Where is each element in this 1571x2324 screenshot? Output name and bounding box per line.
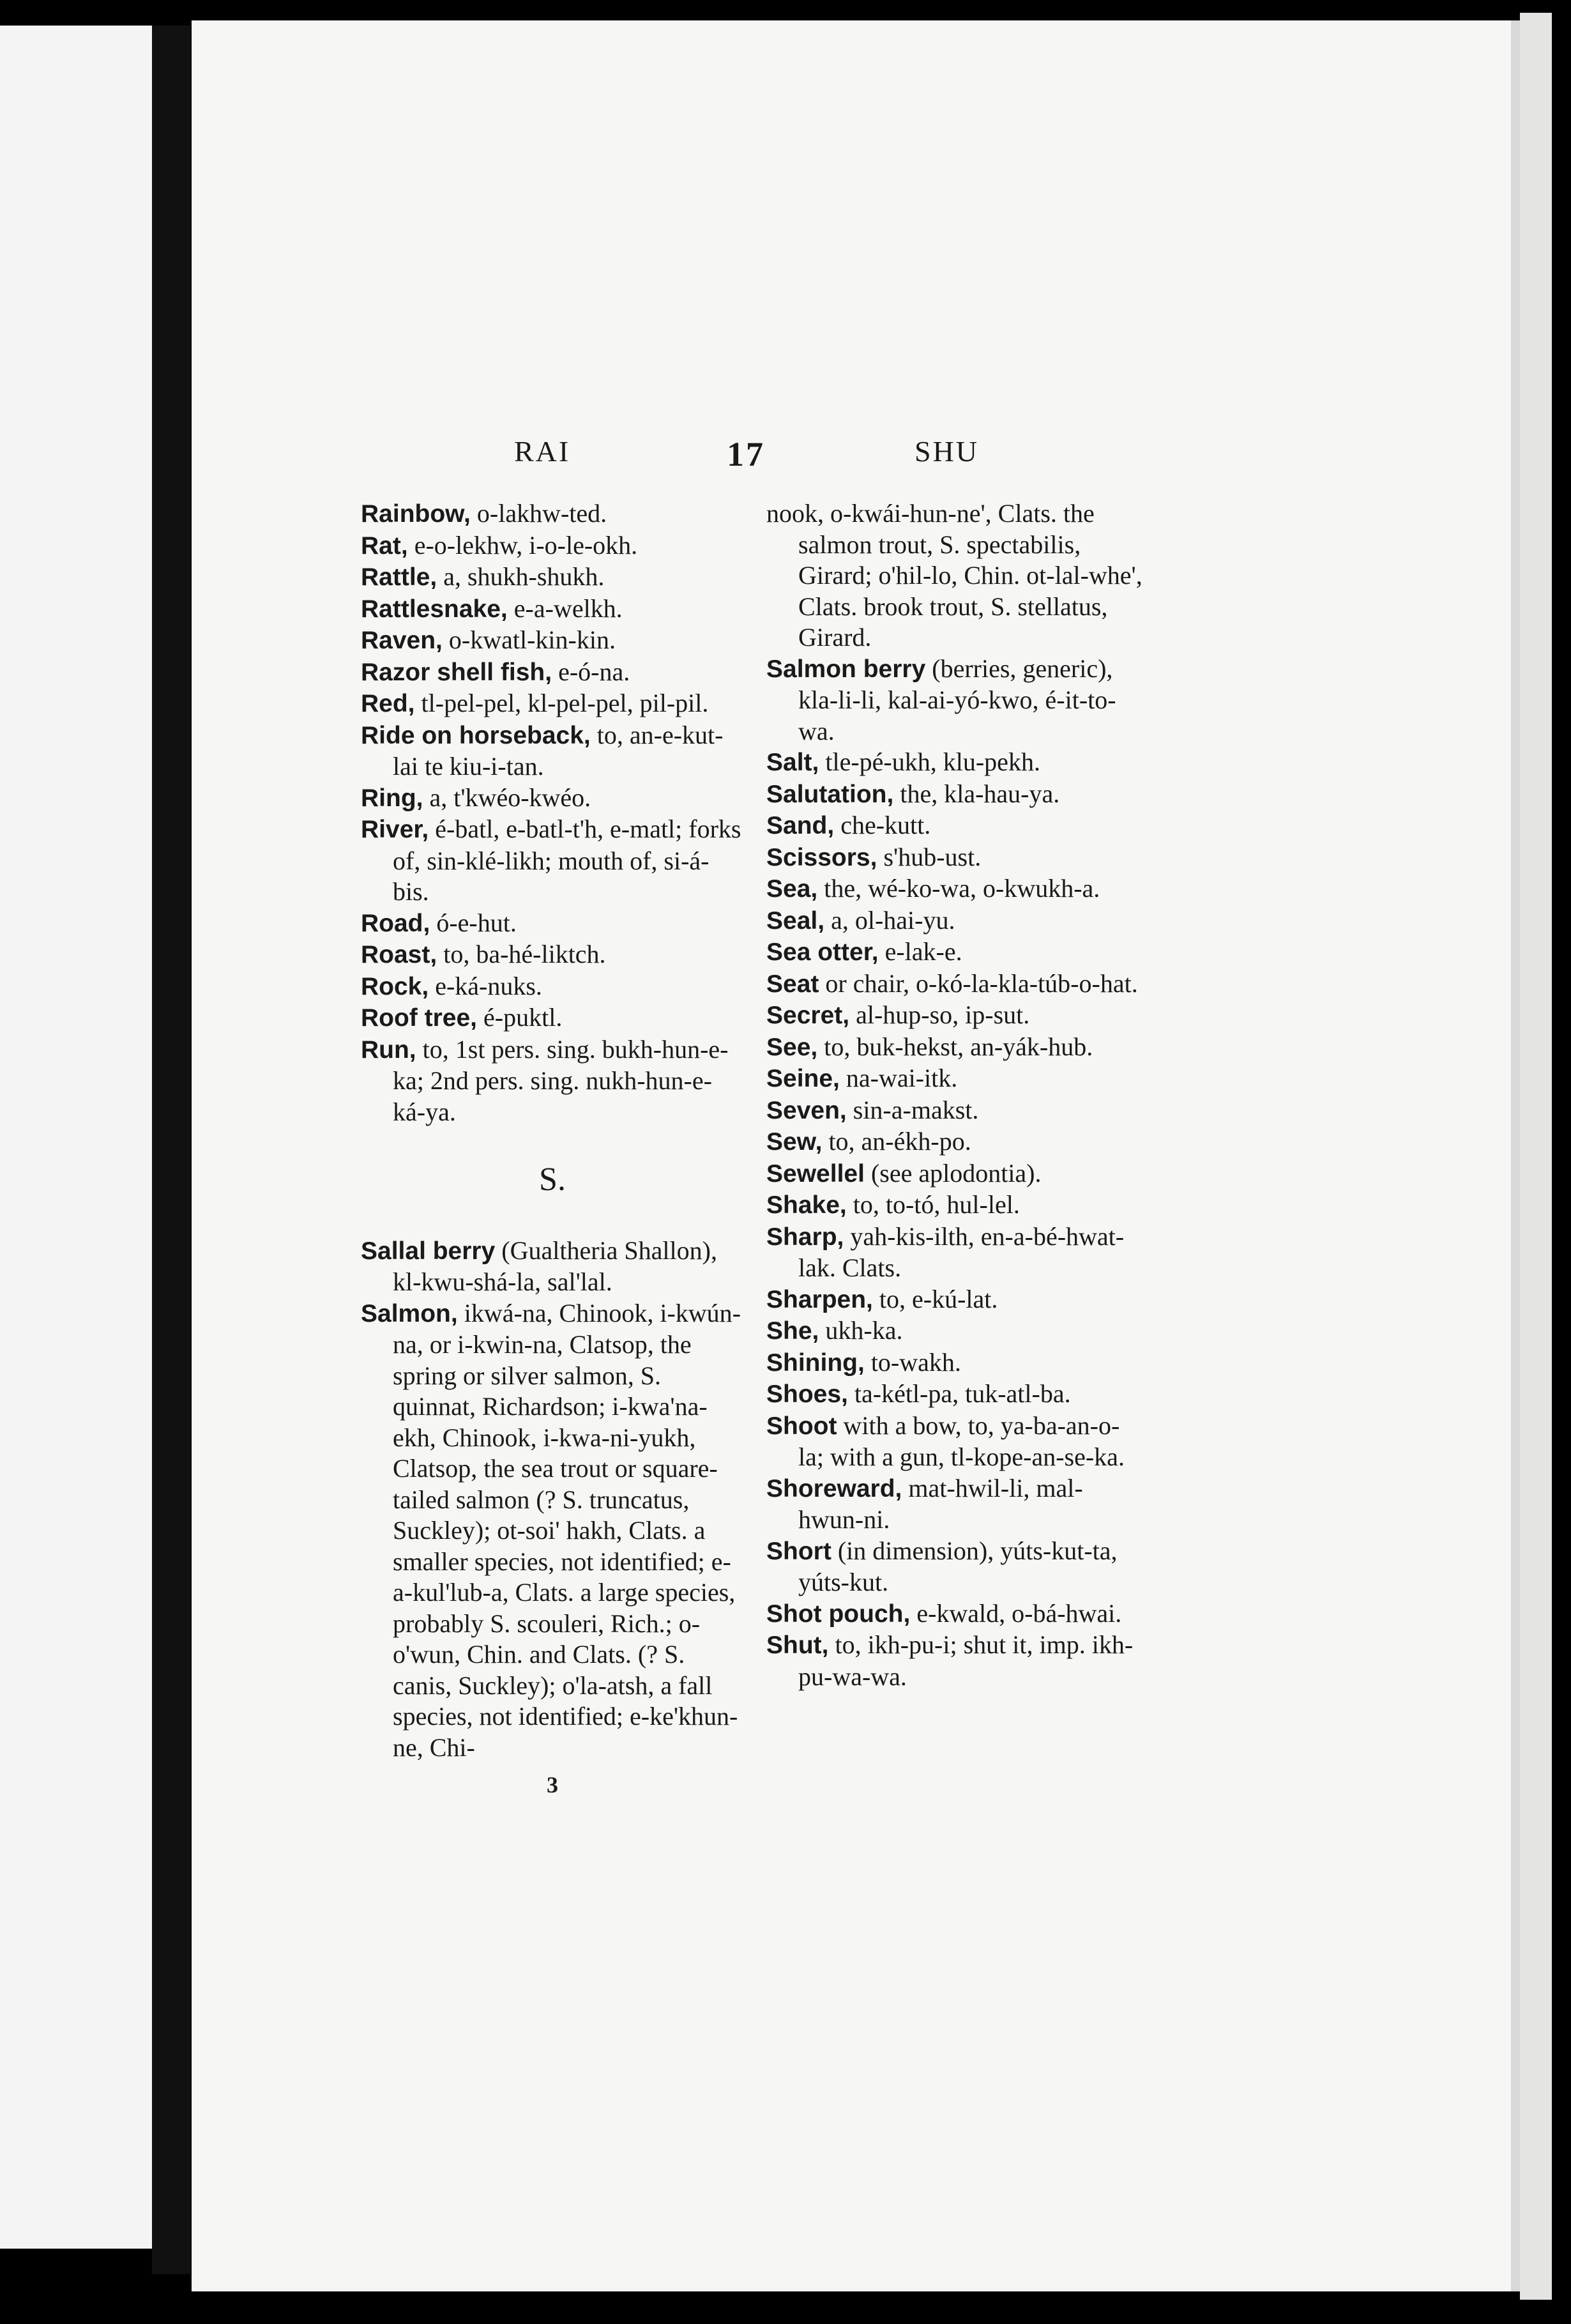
dictionary-entry xyxy=(766,654,1143,747)
dictionary-entry xyxy=(361,498,744,530)
dictionary-entry xyxy=(766,1189,1143,1221)
dictionary-entry xyxy=(361,1034,744,1128)
running-head-right: SHU xyxy=(915,435,980,468)
left-column xyxy=(361,498,744,1801)
entry-definition: e-ó-na. xyxy=(552,657,630,686)
entry-headword: Roof tree, xyxy=(361,1004,478,1032)
entry-definition: ikwá-na, Chinook, i-kwún-na, or i-kwin-na, Clatsop, the spring or silver salmon, S. quinnat, Richardson; i-kwa'na-ekh, Chinook, i-kwa-ni-yukh, Clatsop, the sea trout or square-tailed salmon (? S. truncatus, Suckley); ot-soi' hakh, Clats. a smaller species, not identified; e-a-kul'lub-a, Clats. a large species, probably S. scouleri, Rich.; o-o'wun, Chin. and Clats. (? S. canis, Suckley); o'la-atsh, a fall species, not identified; e-ke'khun-ne, Chi- xyxy=(393,1298,741,1762)
dictionary-entry xyxy=(361,939,744,971)
entry-headword: River, xyxy=(361,816,429,843)
entry-headword: Sea, xyxy=(766,875,818,903)
entry-definition: che-kutt. xyxy=(834,811,931,839)
entry-headword: Ride on horseback, xyxy=(361,721,591,749)
entry-definition: to, buk-hekst, an-yák-hub. xyxy=(817,1032,1093,1061)
entry-headword: Shoot xyxy=(766,1412,837,1440)
entry-definition: sin-a-makst. xyxy=(846,1095,979,1124)
entry-headword: Ring, xyxy=(361,784,423,812)
entry-definition: to, to-tó, hul-lel. xyxy=(846,1190,1020,1219)
entry-headword: Seal, xyxy=(766,906,825,935)
dictionary-entry xyxy=(361,625,744,657)
entry-definition: (berries, generic), kla-li-li, kal-ai-yó-kwo, é-it-to-wa. xyxy=(798,654,1116,745)
dictionary-entry xyxy=(361,720,744,783)
entry-definition: (see aplodontia). xyxy=(864,1158,1042,1188)
entry-headword: Red, xyxy=(361,690,415,717)
entry-definition: to, e-kú-lat. xyxy=(872,1284,998,1313)
entry-definition: o-kwatl-kin-kin. xyxy=(442,625,616,654)
dictionary-entry xyxy=(766,1347,1143,1379)
dictionary-entry xyxy=(361,1235,744,1298)
entry-headword: Sharp, xyxy=(766,1223,844,1251)
entry-definition: a, t'kwéo-kwéo. xyxy=(423,783,591,812)
entry-headword: Sewellel xyxy=(766,1159,865,1188)
entry-headword: Shoreward, xyxy=(766,1474,902,1502)
dictionary-entry xyxy=(361,530,744,562)
entry-definition: to-wakh. xyxy=(864,1347,961,1377)
dictionary-entry xyxy=(766,498,1143,654)
entry-definition: e-o-lekhw, i-o-le-okh. xyxy=(407,530,638,560)
entry-definition: mat-hwil-li, mal-hwun-ni. xyxy=(798,1473,1083,1534)
entry-definition: the, kla-hau-ya. xyxy=(893,779,1060,808)
entry-definition: to, ikh-pu-i; shut it, imp. ikh-pu-wa-wa. xyxy=(798,1630,1134,1691)
dictionary-entry xyxy=(766,1598,1143,1630)
entry-headword: Salmon berry xyxy=(766,655,926,683)
facing-page xyxy=(0,26,160,2249)
dictionary-entry xyxy=(361,562,744,593)
entry-headword: Razor shell fish, xyxy=(361,658,552,686)
dictionary-entry xyxy=(766,842,1143,874)
page-edge xyxy=(1520,13,1552,2300)
entry-headword: Short xyxy=(766,1537,831,1565)
signature-mark: 3 xyxy=(547,1772,558,1798)
entry-definition: é-puktl. xyxy=(477,1003,563,1032)
dictionary-entry xyxy=(361,1002,744,1034)
dictionary-entry xyxy=(766,1063,1143,1095)
dictionary-entry xyxy=(766,936,1143,968)
dictionary-entry xyxy=(766,1410,1143,1473)
entry-definition: to, 1st pers. sing. bukh-hun-e-ka; 2nd pers. sing. nukh-hun-e-ká-ya. xyxy=(393,1034,729,1126)
dictionary-entry xyxy=(766,779,1143,811)
dictionary-entry xyxy=(766,873,1143,905)
entry-definition: s'hub-ust. xyxy=(877,842,982,871)
entry-headword: Roast, xyxy=(361,941,437,968)
entry-headword: Shot pouch, xyxy=(766,1600,911,1628)
entry-headword: Sew, xyxy=(766,1128,823,1156)
entry-headword: Shake, xyxy=(766,1191,847,1219)
entry-headword: Rattle, xyxy=(361,563,437,591)
dictionary-entry xyxy=(766,810,1143,842)
entry-headword: Secret, xyxy=(766,1002,850,1029)
entry-definition: tl-pel-pel, kl-pel-pel, pil-pil. xyxy=(414,689,709,717)
entry-definition: a, ol-hai-yu. xyxy=(824,905,955,935)
entry-definition: the, wé-ko-wa, o-kwukh-a. xyxy=(817,874,1100,903)
right-column xyxy=(766,498,1143,1692)
entry-definition: (in dimension), yúts-kut-ta, yúts-kut. xyxy=(798,1536,1118,1596)
dictionary-entry xyxy=(766,1536,1143,1598)
entry-definition: tle-pé-ukh, klu-pekh. xyxy=(819,747,1040,776)
entry-headword: Scissors, xyxy=(766,843,877,871)
entry-headword: Road, xyxy=(361,909,430,937)
entry-definition: o-lakhw-ted. xyxy=(470,499,607,528)
entry-definition: ta-kétl-pa, tuk-atl-ba. xyxy=(847,1379,1071,1408)
dictionary-entry xyxy=(361,783,744,814)
section-letter: S. xyxy=(539,1161,566,1198)
page-number: 17 xyxy=(727,435,765,473)
entry-definition: ukh-ka. xyxy=(819,1316,903,1345)
running-head-left: RAI xyxy=(514,435,571,468)
dictionary-entry xyxy=(766,1284,1143,1316)
entry-headword: Rat, xyxy=(361,531,408,560)
dictionary-entry xyxy=(766,1126,1143,1158)
dictionary-entry xyxy=(361,593,744,625)
entry-headword: Shoes, xyxy=(766,1380,848,1408)
entry-definition: (Gualtheria Shallon), kl-kwu-shá-la, sal'lal. xyxy=(393,1235,717,1296)
entry-headword: Shut, xyxy=(766,1632,829,1659)
gutter-shadow xyxy=(152,26,190,2274)
entry-headword: Run, xyxy=(361,1036,416,1064)
dictionary-entry xyxy=(361,814,744,908)
entry-headword: Rattlesnake, xyxy=(361,595,508,623)
entry-headword: Salt, xyxy=(766,749,819,776)
entry-definition: yah-kis-ilth, en-a-bé-hwat-lak. Clats. xyxy=(798,1221,1125,1282)
entry-definition: e-kwald, o-bá-hwai. xyxy=(910,1598,1122,1628)
entry-definition: e-ká-nuks. xyxy=(429,971,542,1000)
entry-headword: Raven, xyxy=(361,627,443,654)
entry-definition: to, an-ékh-po. xyxy=(822,1127,971,1156)
entry-headword: Seine, xyxy=(766,1065,840,1092)
entry-headword: Seat xyxy=(766,970,819,998)
entry-headword: Seven, xyxy=(766,1096,847,1124)
entry-definition: al-hup-so, ip-sut. xyxy=(849,1000,1030,1029)
entry-definition: e-a-welkh. xyxy=(507,593,623,623)
entry-definition: to, ba-hé-liktch. xyxy=(437,940,606,968)
dictionary-entry xyxy=(361,908,744,940)
dictionary-entry xyxy=(766,1032,1143,1064)
dictionary-entry xyxy=(766,968,1143,1000)
entry-headword: Rainbow, xyxy=(361,500,471,528)
entry-definition: ó-e-hut. xyxy=(430,908,517,937)
entry-definition: na-wai-itk. xyxy=(839,1064,958,1092)
dictionary-entry xyxy=(766,1095,1143,1127)
entry-definition: a, shukh-shukh. xyxy=(437,562,605,591)
entry-headword: See, xyxy=(766,1033,818,1061)
entry-definition: with a bow, to, ya-ba-an-o-la; with a gun, tl-kope-an-se-ka. xyxy=(798,1410,1125,1471)
entry-definition: or chair, o-kó-la-kla-túb-o-hat. xyxy=(819,968,1138,998)
entry-headword: Salmon, xyxy=(361,1299,458,1327)
dictionary-entry xyxy=(766,747,1143,779)
dictionary-entry xyxy=(361,688,744,720)
dictionary-entry xyxy=(361,657,744,689)
dictionary-entry xyxy=(361,971,744,1003)
dictionary-entry xyxy=(361,1298,744,1764)
entry-definition: to, an-e-kut-lai te kiu-i-tan. xyxy=(393,720,724,781)
entry-headword: Salutation, xyxy=(766,780,894,808)
entry-headword: Sand, xyxy=(766,812,835,839)
dictionary-entry xyxy=(766,1315,1143,1347)
entry-headword: Shining, xyxy=(766,1349,865,1377)
entry-headword: She, xyxy=(766,1317,819,1345)
entry-definition: é-batl, e-batl-t'h, e-matl; forks of, sin-klé-likh; mouth of, si-á-bis. xyxy=(393,814,741,906)
dictionary-entry xyxy=(766,1630,1143,1692)
entry-definition: nook, o-kwái-hun-ne', Clats. the salmon trout, S. spectabilis, Girard; o'hil-lo, Chin. ot-lal-whe', Clats. brook trout, S. stellatus, Girard. xyxy=(766,499,1142,652)
dictionary-entry xyxy=(766,1000,1143,1032)
entry-headword: Rock, xyxy=(361,972,429,1000)
entry-headword: Sharpen, xyxy=(766,1285,873,1313)
entry-headword: Sallal berry xyxy=(361,1237,496,1265)
dictionary-entry xyxy=(766,1221,1143,1284)
entry-headword: Sea otter, xyxy=(766,938,879,966)
dictionary-entry xyxy=(766,1379,1143,1410)
entry-definition: e-lak-e. xyxy=(878,937,962,966)
dictionary-entry xyxy=(766,1473,1143,1536)
dictionary-entry xyxy=(766,905,1143,937)
dictionary-entry xyxy=(766,1158,1143,1190)
